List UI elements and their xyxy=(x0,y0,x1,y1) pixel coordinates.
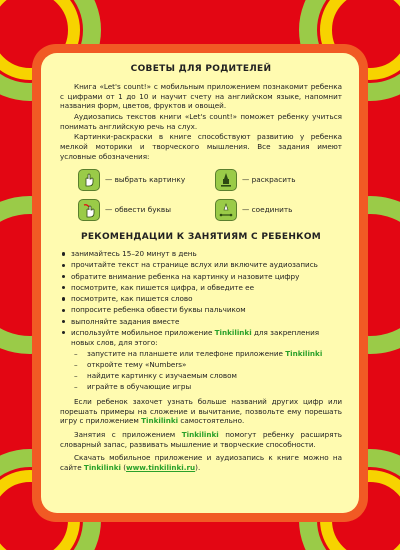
list-item: посмотрите, как пишется слово xyxy=(60,294,342,304)
legend-label-choose: — выбрать картинку xyxy=(105,175,186,185)
legend-item-choose xyxy=(78,169,205,191)
list-item: посмотрите, как пишется цифра, и обведите ее xyxy=(60,283,342,293)
intro-paragraph: Книга «Let's count!» с мобильным приложением познакомит ребенка с цифрами от 1 до 10 и научит счету на английском языке, напомнит названия форм, цветов, фруктов и овощей. xyxy=(60,82,342,111)
closing-text xyxy=(60,397,342,472)
brand-name: Tinkilinki xyxy=(285,348,323,358)
closing-paragraph-2 xyxy=(60,430,342,449)
text: помогут ребенку расширять словарный запас, развивать мышление и творческие способности. xyxy=(60,430,342,449)
sub-list-item: – откройте тему «Numbers» xyxy=(60,360,342,370)
app-item-text: используйте мобильное приложение xyxy=(71,327,215,337)
text: Если ребенок захочет узнать больше названий других цифр или порешать примеры на сложение и вычитание, позвольте ему порешать игру с приложением xyxy=(60,397,342,426)
legend-item-trace xyxy=(78,199,205,221)
legend xyxy=(78,169,342,221)
closing-paragraph-3 xyxy=(60,453,342,472)
list-item: попросите ребенка обвести буквы пальчиком xyxy=(60,305,342,315)
closing-paragraph-1 xyxy=(60,397,342,426)
text: ). xyxy=(195,462,201,472)
section-title-parents: СОВЕТЫ ДЛЯ РОДИТЕЛЕЙ xyxy=(130,64,272,74)
content xyxy=(60,63,342,477)
brand-name: Tinkilinki xyxy=(181,430,219,439)
sub-item-text: запустите на планшете или телефоне приложение xyxy=(87,348,286,358)
list-item: обратите внимание ребенка на картинку и назовите цифру xyxy=(60,272,342,282)
list-item: прочитайте текст на странице вслух или включите аудиозапись xyxy=(60,260,342,270)
brand-name: Tinkilinki xyxy=(141,416,179,426)
sub-list-item xyxy=(60,349,342,359)
hand-pointer-icon xyxy=(78,169,100,191)
paint-brush-icon xyxy=(215,169,237,191)
legend-label-paint: — раскрасить xyxy=(242,175,296,185)
text: ( xyxy=(120,462,127,472)
connect-icon xyxy=(215,199,237,221)
app-item-text-end: для закрепления новых слов, для этого: xyxy=(71,327,320,347)
list-item: выполняйте задания вместе xyxy=(60,317,342,327)
text: Скачать мобильное приложение и аудиозапись к книге можно на сайте xyxy=(60,453,342,472)
legend-item-connect xyxy=(215,199,342,221)
brand-name: Tinkilinki xyxy=(214,327,252,337)
recommendations-list xyxy=(60,249,342,347)
text: самостоятельно. xyxy=(178,416,245,426)
app-steps-list xyxy=(60,349,342,392)
text: Занятия с приложением xyxy=(74,430,182,439)
hand-trace-icon xyxy=(78,199,100,221)
coloring-paragraph: Картинки-раскраски в книге способствуют развитию у ребенка мелкой моторики и творческого мышления. Все задания имеют условные обозначения: xyxy=(60,132,342,161)
legend-label-connect: — соединить xyxy=(242,205,293,215)
legend-label-trace: — обвести буквы xyxy=(105,205,171,215)
list-item-app xyxy=(60,328,342,347)
sub-list-item: – играйте в обучающие игры xyxy=(60,382,342,392)
section-title-recommendations: РЕКОМЕНДАЦИИ К ЗАНЯТИЯМ С РЕБЕНКОМ xyxy=(80,232,322,243)
audio-paragraph: Аудиозапись текстов книги «Let's count!» поможет ребенку учиться понимать английскую речь на слух. xyxy=(60,111,342,131)
sub-list-item: – найдите картинку с изучаемым словом xyxy=(60,371,342,381)
legend-item-paint xyxy=(215,169,342,191)
list-item: занимайтесь 15–20 минут в день xyxy=(60,249,342,259)
brand-name: Tinkilinki xyxy=(83,462,121,472)
website-link[interactable]: www.tinkilinki.ru xyxy=(126,462,196,472)
